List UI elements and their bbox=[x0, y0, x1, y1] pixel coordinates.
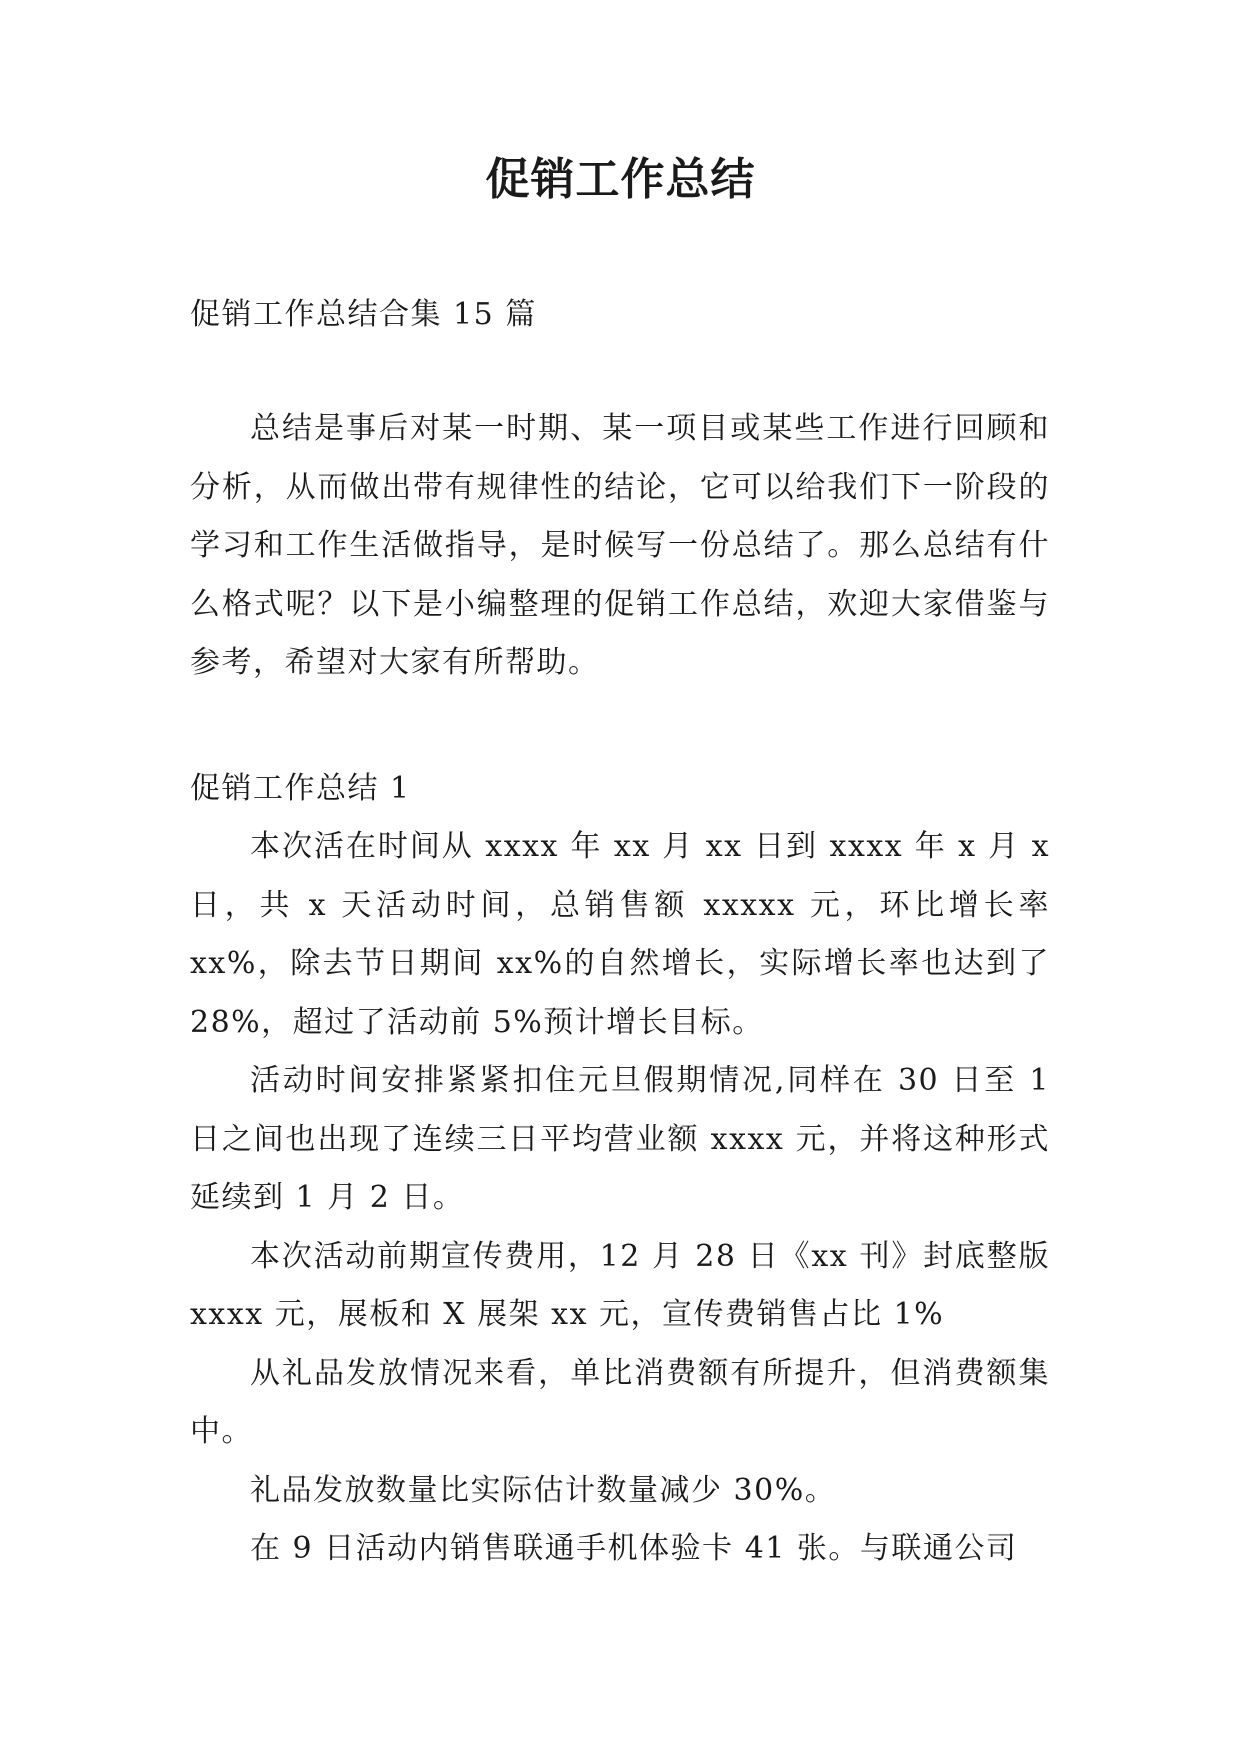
subtitle-text: 促销工作总结合集 15 篇 bbox=[190, 297, 537, 332]
intro-paragraph: 总结是事后对某一时期、某一项目或某些工作进行回顾和分析，从而做出带有规律性的结论，它可以给我们下一阶段的学习和工作生活做指导，是时候写一份总结了。那么总结有什么格式呢？以下是小编整理的促销工作总结，欢迎大家借鉴与参考，希望对大家有所帮助。 bbox=[190, 411, 1050, 680]
body-paragraph: 本次活在时间从 xxxx 年 xx 月 xx 日到 xxxx 年 x 月 x 日，共 x 天活动时间，总销售额 xxxxx 元，环比增长率 xx%，除去节日期间 xx%的自然增长，实际增长率也达到了 28%，超过了活动前 5%预计增长目标。 bbox=[190, 829, 1050, 1040]
section-heading-block bbox=[190, 760, 1050, 819]
section-body bbox=[190, 818, 1050, 1579]
body-paragraph: 在 9 日活动内销售联通手机体验卡 41 张。与联通公司 bbox=[250, 1531, 1018, 1566]
body-paragraph: 从礼品发放情况来看，单比消费额有所提升，但消费额集中。 bbox=[190, 1355, 1050, 1449]
body-paragraph: 礼品发放数量比实际估计数量减少 30%。 bbox=[250, 1472, 837, 1508]
section-heading: 促销工作总结 1 bbox=[190, 771, 411, 806]
document-title: 促销工作总结 bbox=[485, 154, 756, 205]
document-subtitle bbox=[190, 286, 1050, 345]
body-paragraph: 本次活动前期宣传费用，12 月 28 日《xx 刊》封底整版 xxxx 元，展板和 X 展架 xx 元，宣传费销售占比 1% bbox=[190, 1238, 1050, 1332]
body-paragraph: 活动时间安排紧紧扣住元旦假期情况,同样在 30 日至 1 日之间也出现了连续三日平均营业额 xxxx 元，并将这种形式延续到 1 月 2 日。 bbox=[190, 1063, 1050, 1215]
intro-paragraph-block bbox=[190, 400, 1050, 693]
